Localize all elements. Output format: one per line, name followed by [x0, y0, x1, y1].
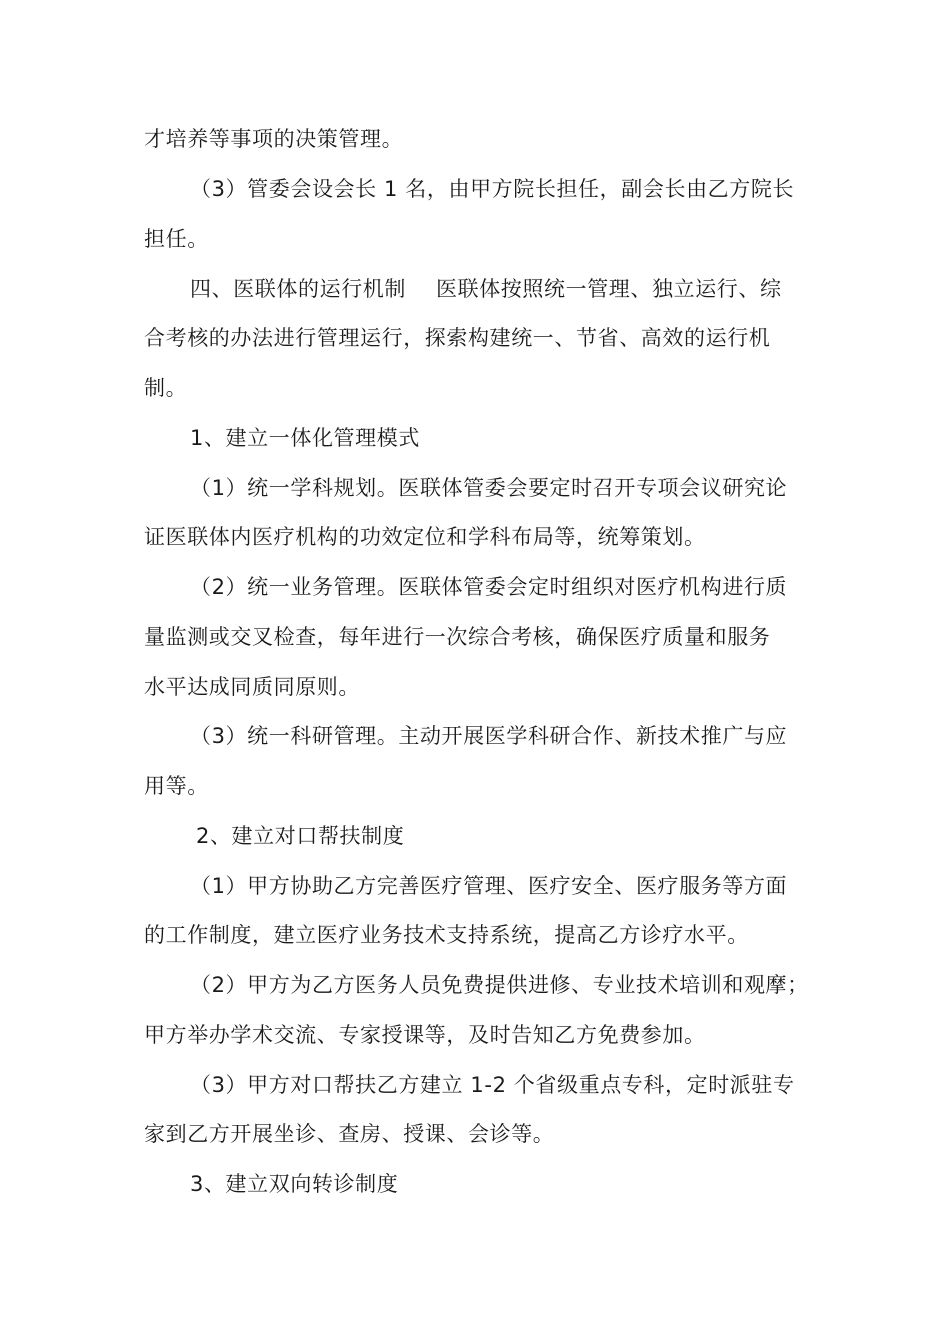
paragraph-line: （1）甲方协助乙方完善医疗管理、医疗安全、医疗服务等方面 [190, 874, 788, 898]
paragraph-line: 家到乙方开展坐诊、查房、授课、会诊等。 [144, 1122, 555, 1146]
paragraph-line: 制。 [144, 376, 188, 400]
subsection-heading: 2、建立对口帮扶制度 [196, 824, 405, 848]
paragraph-line: （1）统一学科规划。医联体管委会要定时召开专项会议研究论 [190, 476, 788, 500]
paragraph-line: （3）甲方对口帮扶乙方建立 1-2 个省级重点专科，定时派驻专 [190, 1073, 795, 1097]
section-heading: 四、医联体的运行机制 [190, 277, 406, 301]
paragraph-line: （2）甲方为乙方医务人员免费提供进修、专业技术培训和观摩； [190, 973, 809, 997]
paragraph-line: 证医联体内医疗机构的功效定位和学科布局等，统筹策划。 [144, 525, 706, 549]
paragraph-line: （3）管委会设会长 1 名，由甲方院长担任，副会长由乙方院长 [190, 177, 795, 201]
paragraph-line: 合考核的办法进行管理运行，探索构建统一、节省、高效的运行机 [144, 326, 771, 350]
paragraph-line: （3）统一科研管理。主动开展医学科研合作、新技术推广与应 [190, 724, 788, 748]
subsection-heading: 3、建立双向转诊制度 [190, 1172, 399, 1196]
paragraph-line: 甲方举办学术交流、专家授课等，及时告知乙方免费参加。 [144, 1023, 706, 1047]
paragraph-line: 担任。 [144, 227, 209, 251]
paragraph-line: 才培养等事项的决策管理。 [144, 127, 404, 151]
paragraph-line: 水平达成同质同原则。 [144, 675, 360, 699]
paragraph-line: 用等。 [144, 774, 209, 798]
paragraph-line: （2）统一业务管理。医联体管委会定时组织对医疗机构进行质 [190, 575, 788, 599]
section-heading-line [190, 274, 870, 304]
paragraph-line: 量监测或交叉检查，每年进行一次综合考核，确保医疗质量和服务 [144, 625, 771, 649]
paragraph-line: 的工作制度，建立医疗业务技术支持系统，提高乙方诊疗水平。 [144, 923, 749, 947]
section-heading-text: 医联体按照统一管理、独立运行、综 [436, 277, 782, 301]
subsection-heading: 1、建立一体化管理模式 [190, 426, 420, 450]
